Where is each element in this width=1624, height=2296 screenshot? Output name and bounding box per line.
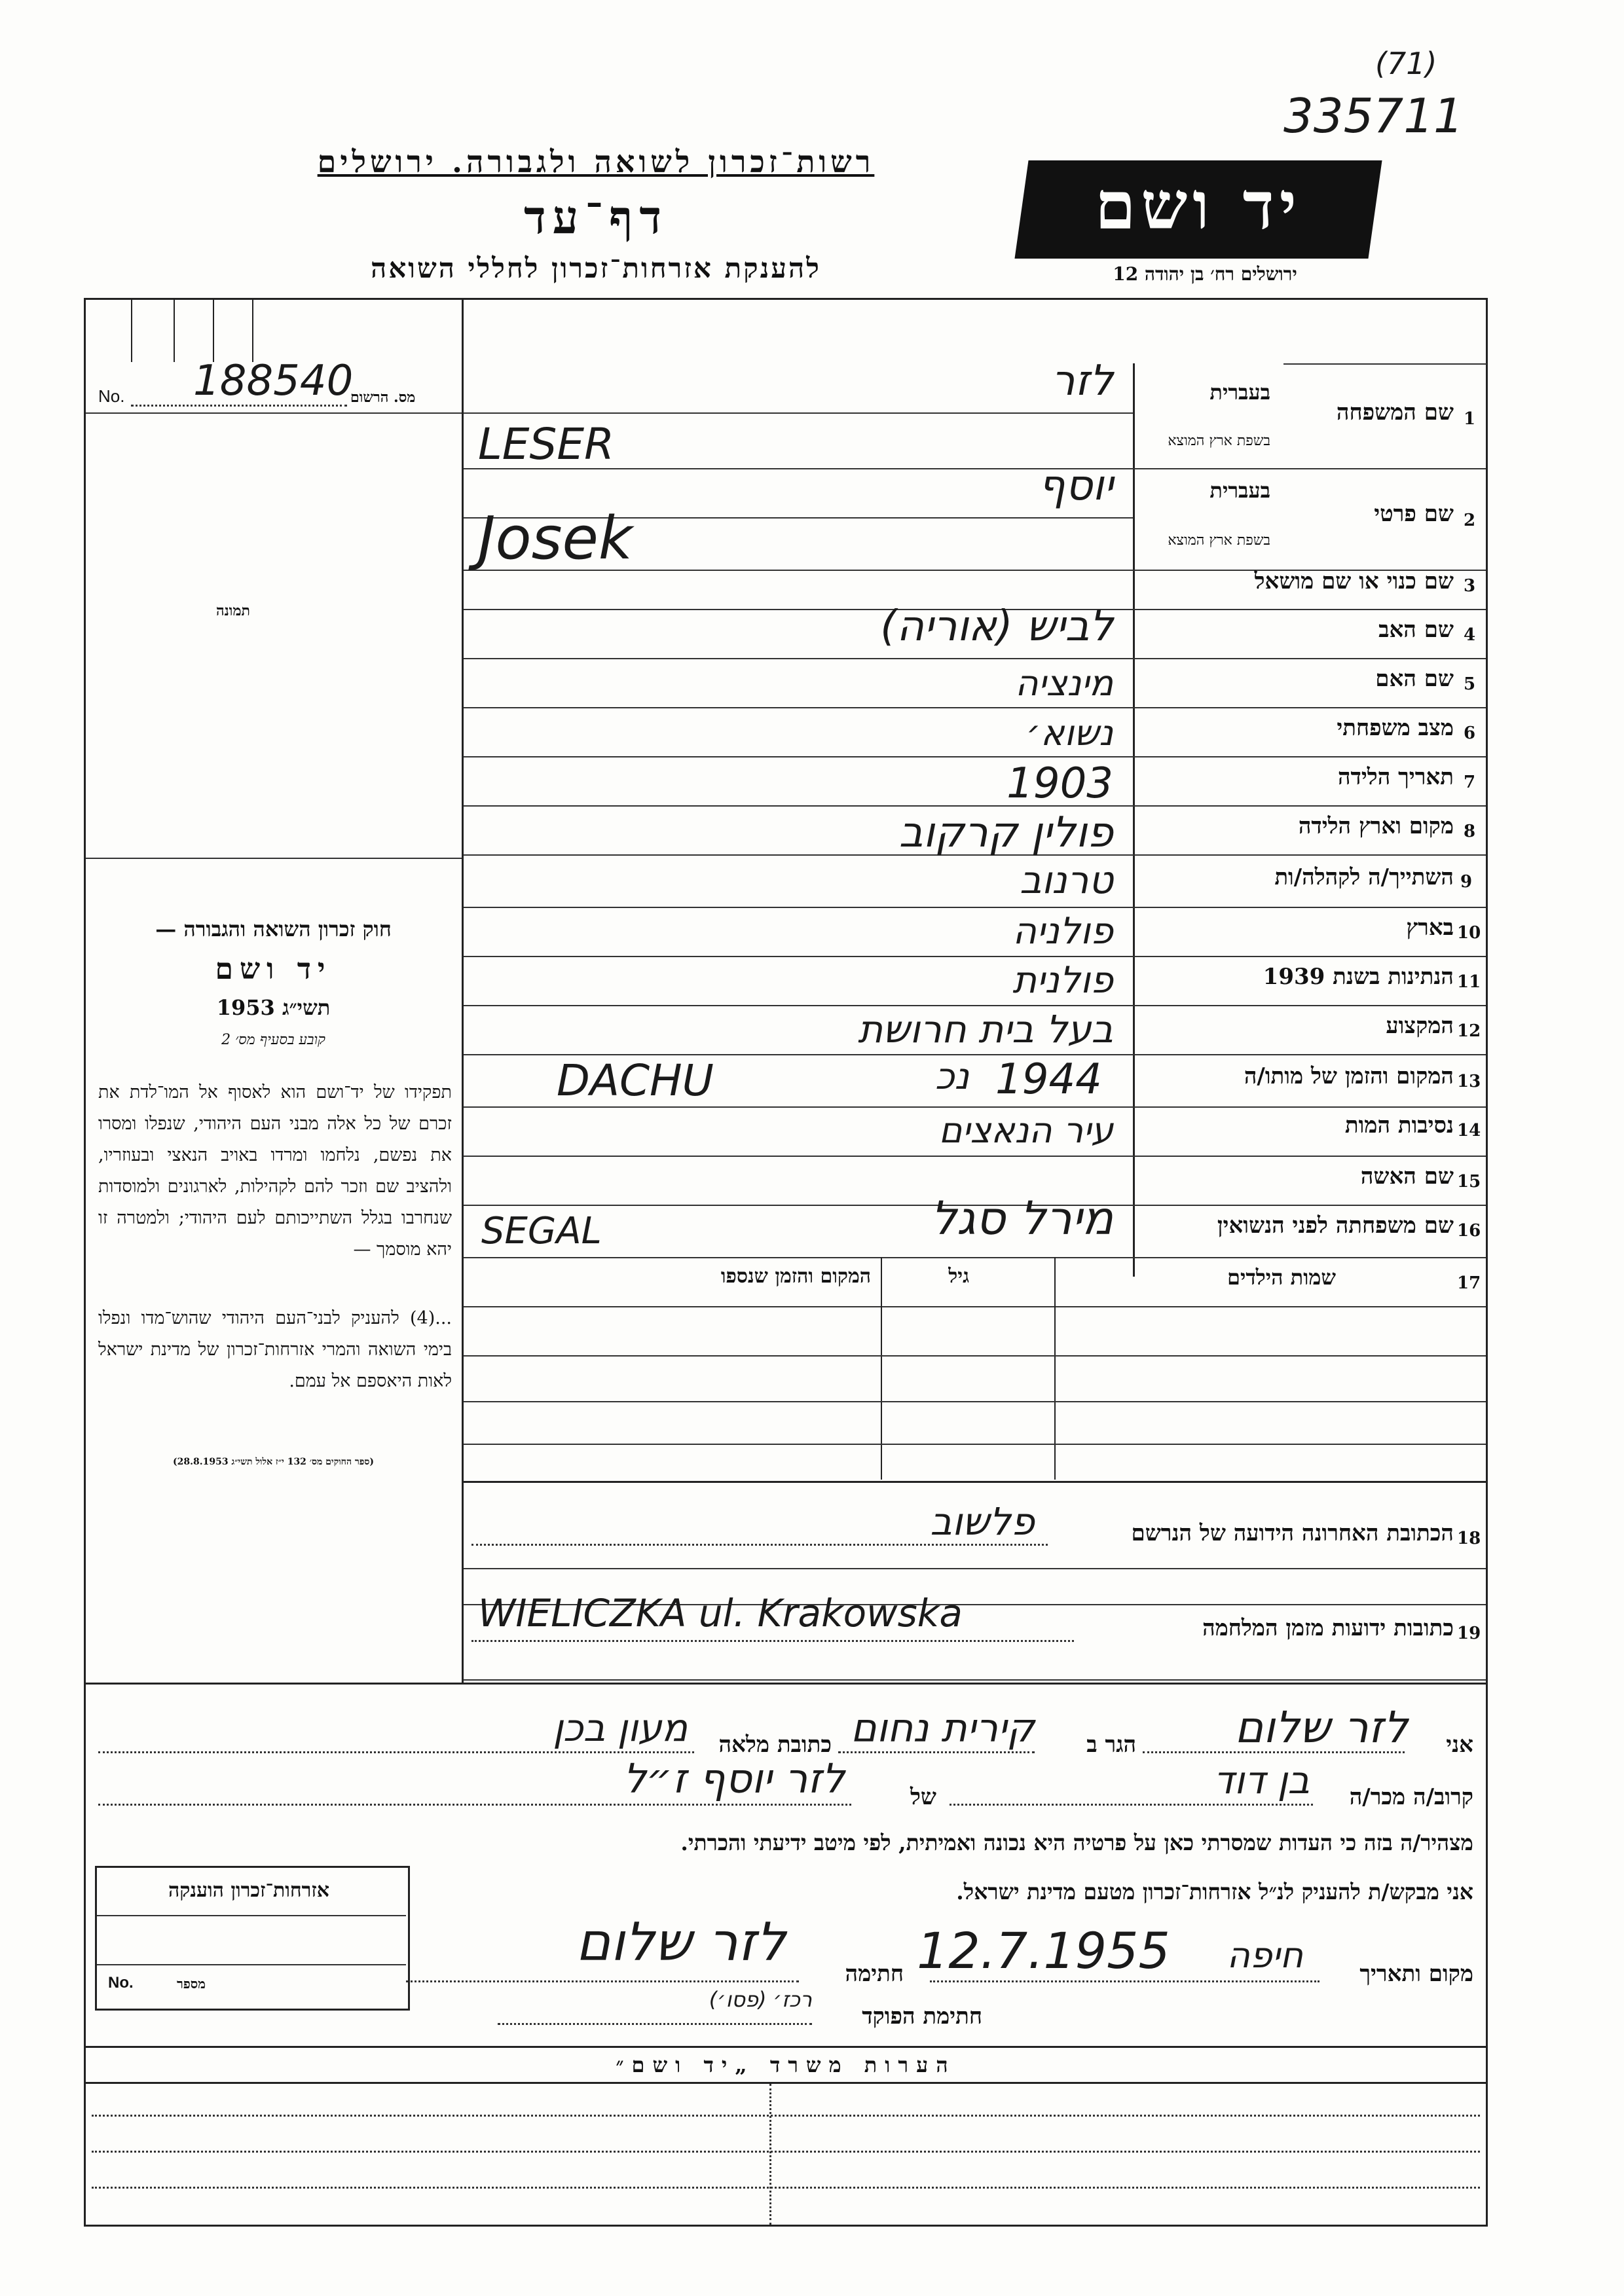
archive-number: 335711 [1283,88,1464,143]
field-number: 19 [1457,1624,1481,1643]
field-number: 15 [1457,1172,1481,1192]
field-sub-label: בשפת ארץ המוצא [1168,532,1270,549]
field-number: 18 [1457,1529,1481,1548]
reg-mark-label: מס. הרשום [350,389,416,406]
decl-text: מקום ותאריך [1359,1961,1473,1987]
children-age-header: גיל [948,1265,969,1288]
field-value: 1903 [1006,759,1113,808]
field-value: נכ [934,1055,969,1098]
law-text-2: ...(4) להעניק לבני־העם היהודי שהוש־מדו ונפלו בימי השואה והמרי אזרחות־זכרון של מדינת ישראל לאות היאספם אל עמם. [98,1308,452,1391]
field-value: טרנוב [1020,858,1113,902]
decl-text: של [910,1784,936,1810]
field-label: השתייך/ה לקהלה/ות [1274,864,1454,890]
field-value: DACHU [557,1055,714,1106]
declaration-date: 12.7.1955 [917,1922,1170,1980]
law-name: יד ושם [215,953,332,986]
logo-text: יד ושם [1095,167,1302,244]
declarant-city: קירית נחום [850,1705,1035,1751]
declarant-signature: לזר שלום [576,1912,786,1973]
field-value: מירל סגל [931,1192,1113,1245]
field-number: 11 [1457,972,1481,992]
field-number: 1 [1464,409,1476,429]
field-label: שם האב [1378,617,1454,643]
field-value: יוסף [1038,462,1113,510]
children-names-header: שמות הילדים [1227,1265,1336,1290]
field-sub-label: בשפת ארץ המוצא [1168,433,1270,449]
field-number: 5 [1464,674,1476,694]
field-value: פולין קרקוב [898,809,1113,857]
field-number: 17 [1457,1273,1481,1293]
field-number: 4 [1464,625,1476,645]
field-value: לזר [1051,357,1113,405]
field-number: 14 [1457,1121,1481,1140]
field-label: כתובות ידועות מזמן המלחמה [1202,1615,1454,1641]
field-number: 10 [1457,923,1481,943]
field-value: בעל בית חרושת [858,1007,1113,1051]
field-number: 6 [1464,723,1476,743]
field-label: הנתינות בשנת 1939 [1263,964,1454,990]
field-number: 3 [1464,576,1476,596]
field-number: 16 [1457,1221,1481,1241]
decl-text: חתימת הפוקד [862,2003,982,2030]
decl-request: אני מבקש/ת להעניק לנ״ל אזרחות־זכרון מטעם מדינת ישראל. [956,1879,1473,1904]
field-label: הכתובת האחרונה הידועה של הנרשם [1131,1520,1454,1546]
field-label: מצב משפחתי [1337,715,1454,741]
field-value: מינציה [1015,663,1113,704]
victim-reference: לזר יוסף ז״ל [623,1755,845,1802]
citizenship-num-label: מספר [177,1976,206,1992]
decl-text: כתובת מלאה [718,1732,832,1758]
field-value: עיר הנאצים [938,1110,1113,1151]
decl-text: הגר ב [1086,1732,1136,1758]
declarant-name: לזר שלום [1234,1702,1408,1753]
field-label: מקום וארץ הלידה [1298,813,1454,839]
field-label: נסיבות המות [1344,1112,1454,1139]
field-value: SEGAL [481,1210,602,1252]
children-place-header: המקום והזמן שנספו [720,1265,871,1288]
corner-annotation: (71) [1375,46,1437,81]
law-title: חוק זכרון השואה והגבורה — [155,917,392,941]
field-number: 7 [1464,773,1476,792]
field-label: המקום והזמן של מותו/ה [1244,1063,1454,1089]
declaration-place: חיפה [1227,1935,1303,1976]
decl-text: קרוב/ה מכר/ה [1349,1784,1473,1810]
field-value: פולניה [1012,910,1113,953]
photo-label: תמונה [216,602,250,619]
office-notes-title: הערות משרד „יד ושם״ [616,2052,956,2077]
field-label: תאריך הלידה [1337,764,1454,790]
field-number: 13 [1457,1072,1481,1091]
field-sub-label: בעברית [1209,380,1270,405]
field-number: 2 [1464,511,1476,530]
reg-no-label: No. [98,386,125,406]
declarant-address: מעון בכן [553,1705,688,1750]
field-label: שם כנוי או שם מושאל [1254,568,1454,594]
field-value: פולנית [1012,959,1113,1002]
registration-number: 188540 [193,357,354,405]
field-label: שם פרטי [1374,501,1454,527]
authority-title: רשות־זכרון לשואה ולגבורה. ירושלים [317,144,875,179]
field-value: 1944 [995,1055,1102,1104]
field-label: שם המשפחה [1336,399,1454,426]
field-label: שם האשה [1360,1163,1454,1190]
decl-statement: מצהיר/ה בזה כי העדות שמסרתי כאן על פרטיה היא נכונה ואמיתית, לפי מיטב ידיעתי והכרתי. [680,1830,1473,1855]
field-value: WIELICZKA ul. Krakowska [478,1591,963,1635]
field-label: המקצוע [1386,1013,1454,1039]
decl-text: חתימה [845,1961,904,1987]
field-sub-label: בעברית [1209,478,1270,503]
declarant-relation: בן דוד [1213,1758,1310,1802]
field-value: נשוא׳ [1025,712,1113,754]
office-address: ירושלים רח׳ בן יהודה 12 [1113,263,1297,285]
citizenship-box-title: אזרחות־זכרון הוענקה [168,1879,330,1902]
law-reference: (ספר החוקים מס׳ 132 י״ז אלול תשי״ג 28.8.1953) [173,1457,374,1467]
law-year: תשי״ג 1953 [216,995,331,1020]
field-number: 12 [1457,1021,1481,1041]
decl-text: אני [1446,1732,1473,1758]
law-text-1: תפקידו של יד־ושם הוא לאסוף אל המו־לדת את זכרם של כל אלה מבני העם היהודי, שנפלו ומסרו את נפשם, נלחמו ומרדו באויב הנאצי ובעוזריו, ולהציב שם וזכר להם לקהילות, לארגונים ולמוסדות שנחרבו בגלל השתייכותם לעם היהודי; ולמטרה זו יהא מוסמך — [98,1082,452,1260]
field-value: לביש (אוריה) [880,602,1113,651]
form-subtitle: להענקת אזרחות־זכרון לחללי השואה [371,252,821,284]
form-title: דף־עד [523,190,668,244]
field-value: Josek [478,504,633,573]
field-number: 9 [1460,872,1473,892]
field-value: LESER [478,419,614,469]
officer-signature: רכז׳ (פסו׳) [709,1987,812,2012]
citizenship-no-label: No. [108,1974,134,1992]
field-value: פלשוב [930,1499,1035,1544]
field-number: 8 [1464,822,1476,841]
field-label: בארץ [1406,915,1454,941]
law-clause: קובע בסעיף מס׳ 2 [221,1032,325,1048]
field-label: שם האם [1375,666,1454,692]
field-label: שם משפחתה לפני הנשואין [1217,1212,1454,1239]
